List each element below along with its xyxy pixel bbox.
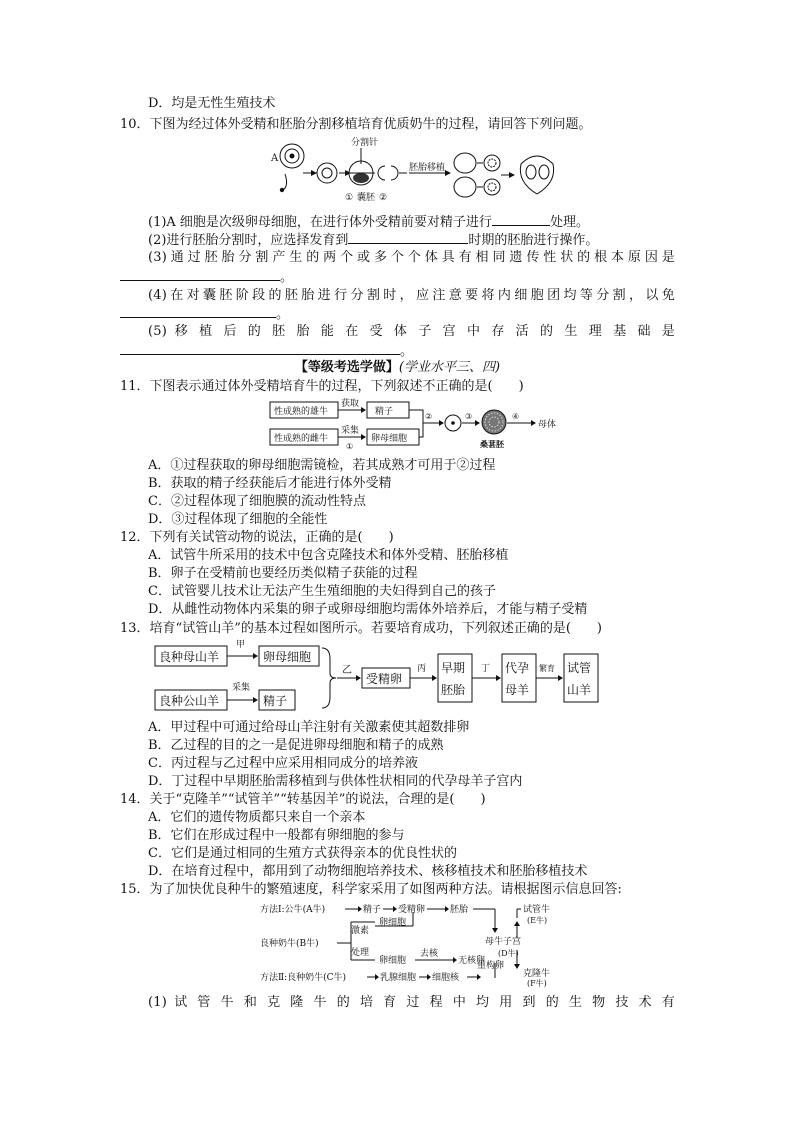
fig13-jia: 甲 xyxy=(236,640,246,650)
q13-option-b: B．乙过程的目的之一是促进卵母细胞和精子的成熟 xyxy=(148,738,444,753)
fig11-step3: ③ xyxy=(465,412,473,421)
fig11-obtain: 获取 xyxy=(341,399,360,409)
q13-option-c: C．丙过程与乙过程中应采用相同成分的培养液 xyxy=(148,756,418,771)
fig15-ecow: (E牛) xyxy=(527,916,548,925)
q13-option-d: D．丁过程中早期胚胎需移植到与供体性状相同的代孕母羊子宫内 xyxy=(148,774,523,789)
q12-option-b: B．卵子在受精前也要经历类似精子获能的过程 xyxy=(148,566,418,581)
fig11-bull: 性成熟的雄牛 xyxy=(274,407,329,417)
fig15-oocyte2: 卵细胞 xyxy=(379,956,407,966)
q11-option-b: B．获取的精子经获能后才能进行体外受精 xyxy=(148,476,392,491)
q12-option-c: C．试管婴儿技术让无法产生生殖细胞的夫妇得到自己的孩子 xyxy=(148,584,496,599)
q11-option-d: D．③过程体现了细胞的全能性 xyxy=(148,512,328,527)
fig13-early-2: 胚胎 xyxy=(441,683,466,697)
q10-part5-blank[interactable] xyxy=(120,342,400,355)
fig13-early-1: 早期 xyxy=(441,661,466,675)
fig13-ewe: 良种母山羊 xyxy=(159,650,220,664)
fig15-uterus: 母牛子宫 xyxy=(485,937,522,947)
q15-part1: (1) 试 管 牛 和 克 隆 牛 的 培 育 过 程 中 均 用 到 的 生 物 技 术 有 xyxy=(148,995,675,1010)
q10-part3: (3)通过胚胎分割产生的两个或多个个体具有相同遗传性状的根本原因是 xyxy=(148,250,675,265)
section-title: 【等级考选学做】 xyxy=(294,360,399,375)
fig15-clone: 克隆牛 xyxy=(523,969,551,979)
q15-figure xyxy=(255,898,585,988)
q9-option-d: D．均是无性生殖技术 xyxy=(148,96,276,111)
section-heading xyxy=(120,359,675,376)
fig11-oocyte: 卵母细胞 xyxy=(371,434,408,444)
q12-option-a: A．试管牛所采用的技术中包含克隆技术和体外受精、胚胎移植 xyxy=(148,548,509,563)
q13-option-a: A．甲过程中可通过给母山羊注射有关激素使其超数排卵 xyxy=(148,720,470,735)
fig11-cow: 性成熟的雌牛 xyxy=(274,434,329,444)
fig11-step4: ④ xyxy=(512,412,520,421)
q11-option-a: A．①过程获取的卵母细胞需镜检，若其成熟才可用于②过程 xyxy=(148,458,496,473)
q14-option-b: B．它们在形成过程中一般都有卵细胞的参与 xyxy=(148,828,405,843)
fig15-zygote: 受精卵 xyxy=(398,905,426,915)
fig10-transfer-label: 胚胎移植 xyxy=(409,163,446,173)
fig13-ding: 丁 xyxy=(481,664,491,674)
fig13-bing: 丙 xyxy=(417,664,427,674)
q10-part1-blank[interactable] xyxy=(492,213,550,226)
q10-part5-end: 。 xyxy=(400,344,414,359)
q15-stem: 15．为了加快优良种牛的繁殖速度，科学家采用了如图两种方法。请根据图示信息回答: xyxy=(120,882,622,897)
fig13-collect: 采集 xyxy=(232,683,251,693)
q10-part4-answer xyxy=(120,305,675,323)
fig15-oocyte1: 卵细胞 xyxy=(379,918,407,928)
fig11-step1: ① xyxy=(346,442,354,451)
q14-option-d: D．在培育过程中，都用到了动物细胞培养技术、核移植技术和胚胎移植技术 xyxy=(148,864,588,879)
fig11-step2: ② xyxy=(425,412,433,421)
fig13-tube-2: 山羊 xyxy=(567,683,592,697)
q10-part2-blank[interactable] xyxy=(348,231,468,244)
fig15-bcow: 良种奶牛(B牛) xyxy=(260,939,319,949)
fig13-yi: 乙 xyxy=(342,665,352,676)
fig15-recon: 重构卵 xyxy=(477,961,505,971)
fig15-hormone: 激素 xyxy=(351,926,370,936)
fig10-needle-label: 分割针 xyxy=(351,138,379,148)
fig10-step1: ① xyxy=(345,193,354,203)
fig15-method1: 方法Ⅰ:公牛(A牛) xyxy=(260,905,326,915)
q10-figure xyxy=(265,134,565,210)
fig13-surrogate-1: 代孕 xyxy=(505,661,530,675)
fig15-nucleus: 细胞核 xyxy=(432,973,460,983)
fig15-fcow: (F牛) xyxy=(527,979,547,988)
q10-part4-end: 。 xyxy=(276,307,290,322)
q10-part3-answer xyxy=(120,268,675,286)
q13-figure xyxy=(150,639,610,715)
q10-part5: (5) 移 植 后 的 胚 胎 能 在 受 体 子 宫 中 存 活 的 生 理 基 础 是 xyxy=(148,324,675,339)
fig15-enucleate: 去核 xyxy=(420,949,439,959)
fig13-surrogate-2: 母羊 xyxy=(505,683,530,697)
q10-part4-blank[interactable] xyxy=(120,305,276,318)
q12-option-d: D．从雌性动物体内采集的卵子或卵母细胞均需体外培养后，才能与精子受精 xyxy=(148,602,588,617)
q10-stem: 10．下图为经过体外受精和胚胎分割移植培育优质奶牛的过程，请回答下列问题。 xyxy=(120,117,592,132)
q13-stem: 13．培育“试管山羊”的基本过程如图所示。若要培育成功，下列叙述正确的是( ) xyxy=(120,621,602,636)
q10-part5-answer xyxy=(120,342,675,360)
fig15-nonucleus: 无核卵 xyxy=(458,956,486,966)
q10-part4: (4)在对囊胚阶段的胚胎进行分割时，应注意要将内细胞团均等分割，以免 xyxy=(148,288,675,303)
fig11-sperm: 精子 xyxy=(375,407,394,417)
q10-part2 xyxy=(148,231,675,249)
fig10-label-a: A xyxy=(271,153,279,164)
q14-stem: 14．关于“克隆羊”“试管羊”“转基因羊”的说法，合理的是( ) xyxy=(120,792,486,807)
fig13-oocyte: 卵母细胞 xyxy=(263,650,312,664)
fig13-ram: 良种公山羊 xyxy=(159,694,220,708)
fig10-step2: ② xyxy=(379,193,388,203)
q10-part2-tail: 时期的胚胎进行操作。 xyxy=(468,233,599,248)
fig11-morula: 桑葚胚 xyxy=(480,439,504,449)
q10-part3-end: 。 xyxy=(280,270,294,285)
fig15-method2: 方法Ⅱ:良种奶牛(C牛) xyxy=(260,973,347,983)
fig15-embryo: 胚胎 xyxy=(450,905,469,915)
q12-stem: 12．下列有关试管动物的说法，正确的是( ) xyxy=(120,530,394,545)
q11-figure xyxy=(265,396,565,452)
q11-stem: 11．下图表示通过体外受精培育牛的过程，下列叙述不正确的是( ) xyxy=(120,379,524,394)
q14-option-a: A．它们的遗传物质都只来自一个亲本 xyxy=(148,810,366,825)
q10-part1-text: (1)A 细胞是次级卵母细胞，在进行体外受精前要对精子进行 xyxy=(148,215,492,230)
fig13-fanyu: 繁育 xyxy=(539,664,555,673)
fig15-dcow: (D牛) xyxy=(498,949,519,958)
q11-option-c: C．②过程体现了细胞膜的流动性特点 xyxy=(148,494,366,509)
fig11-collect: 采集 xyxy=(341,426,360,436)
fig15-treat: 处理 xyxy=(351,948,370,958)
q10-part1-tail: 处理。 xyxy=(549,215,589,230)
fig13-sperm: 精子 xyxy=(263,694,288,708)
q10-part1 xyxy=(148,213,675,231)
fig15-tubecow: 试管牛 xyxy=(523,905,551,915)
fig11-mother: 母体 xyxy=(538,420,557,430)
section-note: (学业水平三、四) xyxy=(398,360,501,375)
fig13-tube-1: 试管 xyxy=(567,661,592,675)
fig13-zygote: 受精卵 xyxy=(366,672,403,686)
fig10-blastocyst: 囊胚 xyxy=(357,193,376,203)
q10-part2-text: (2)进行胚胎分割时，应选择发育到 xyxy=(148,233,349,248)
q14-option-c: C．它们是通过相同的生殖方式获得亲本的优良性状的 xyxy=(148,846,457,861)
fig15-mammary: 乳腺细胞 xyxy=(380,973,417,983)
q10-part3-blank[interactable] xyxy=(120,268,280,281)
fig15-sperm: 精子 xyxy=(363,905,382,915)
